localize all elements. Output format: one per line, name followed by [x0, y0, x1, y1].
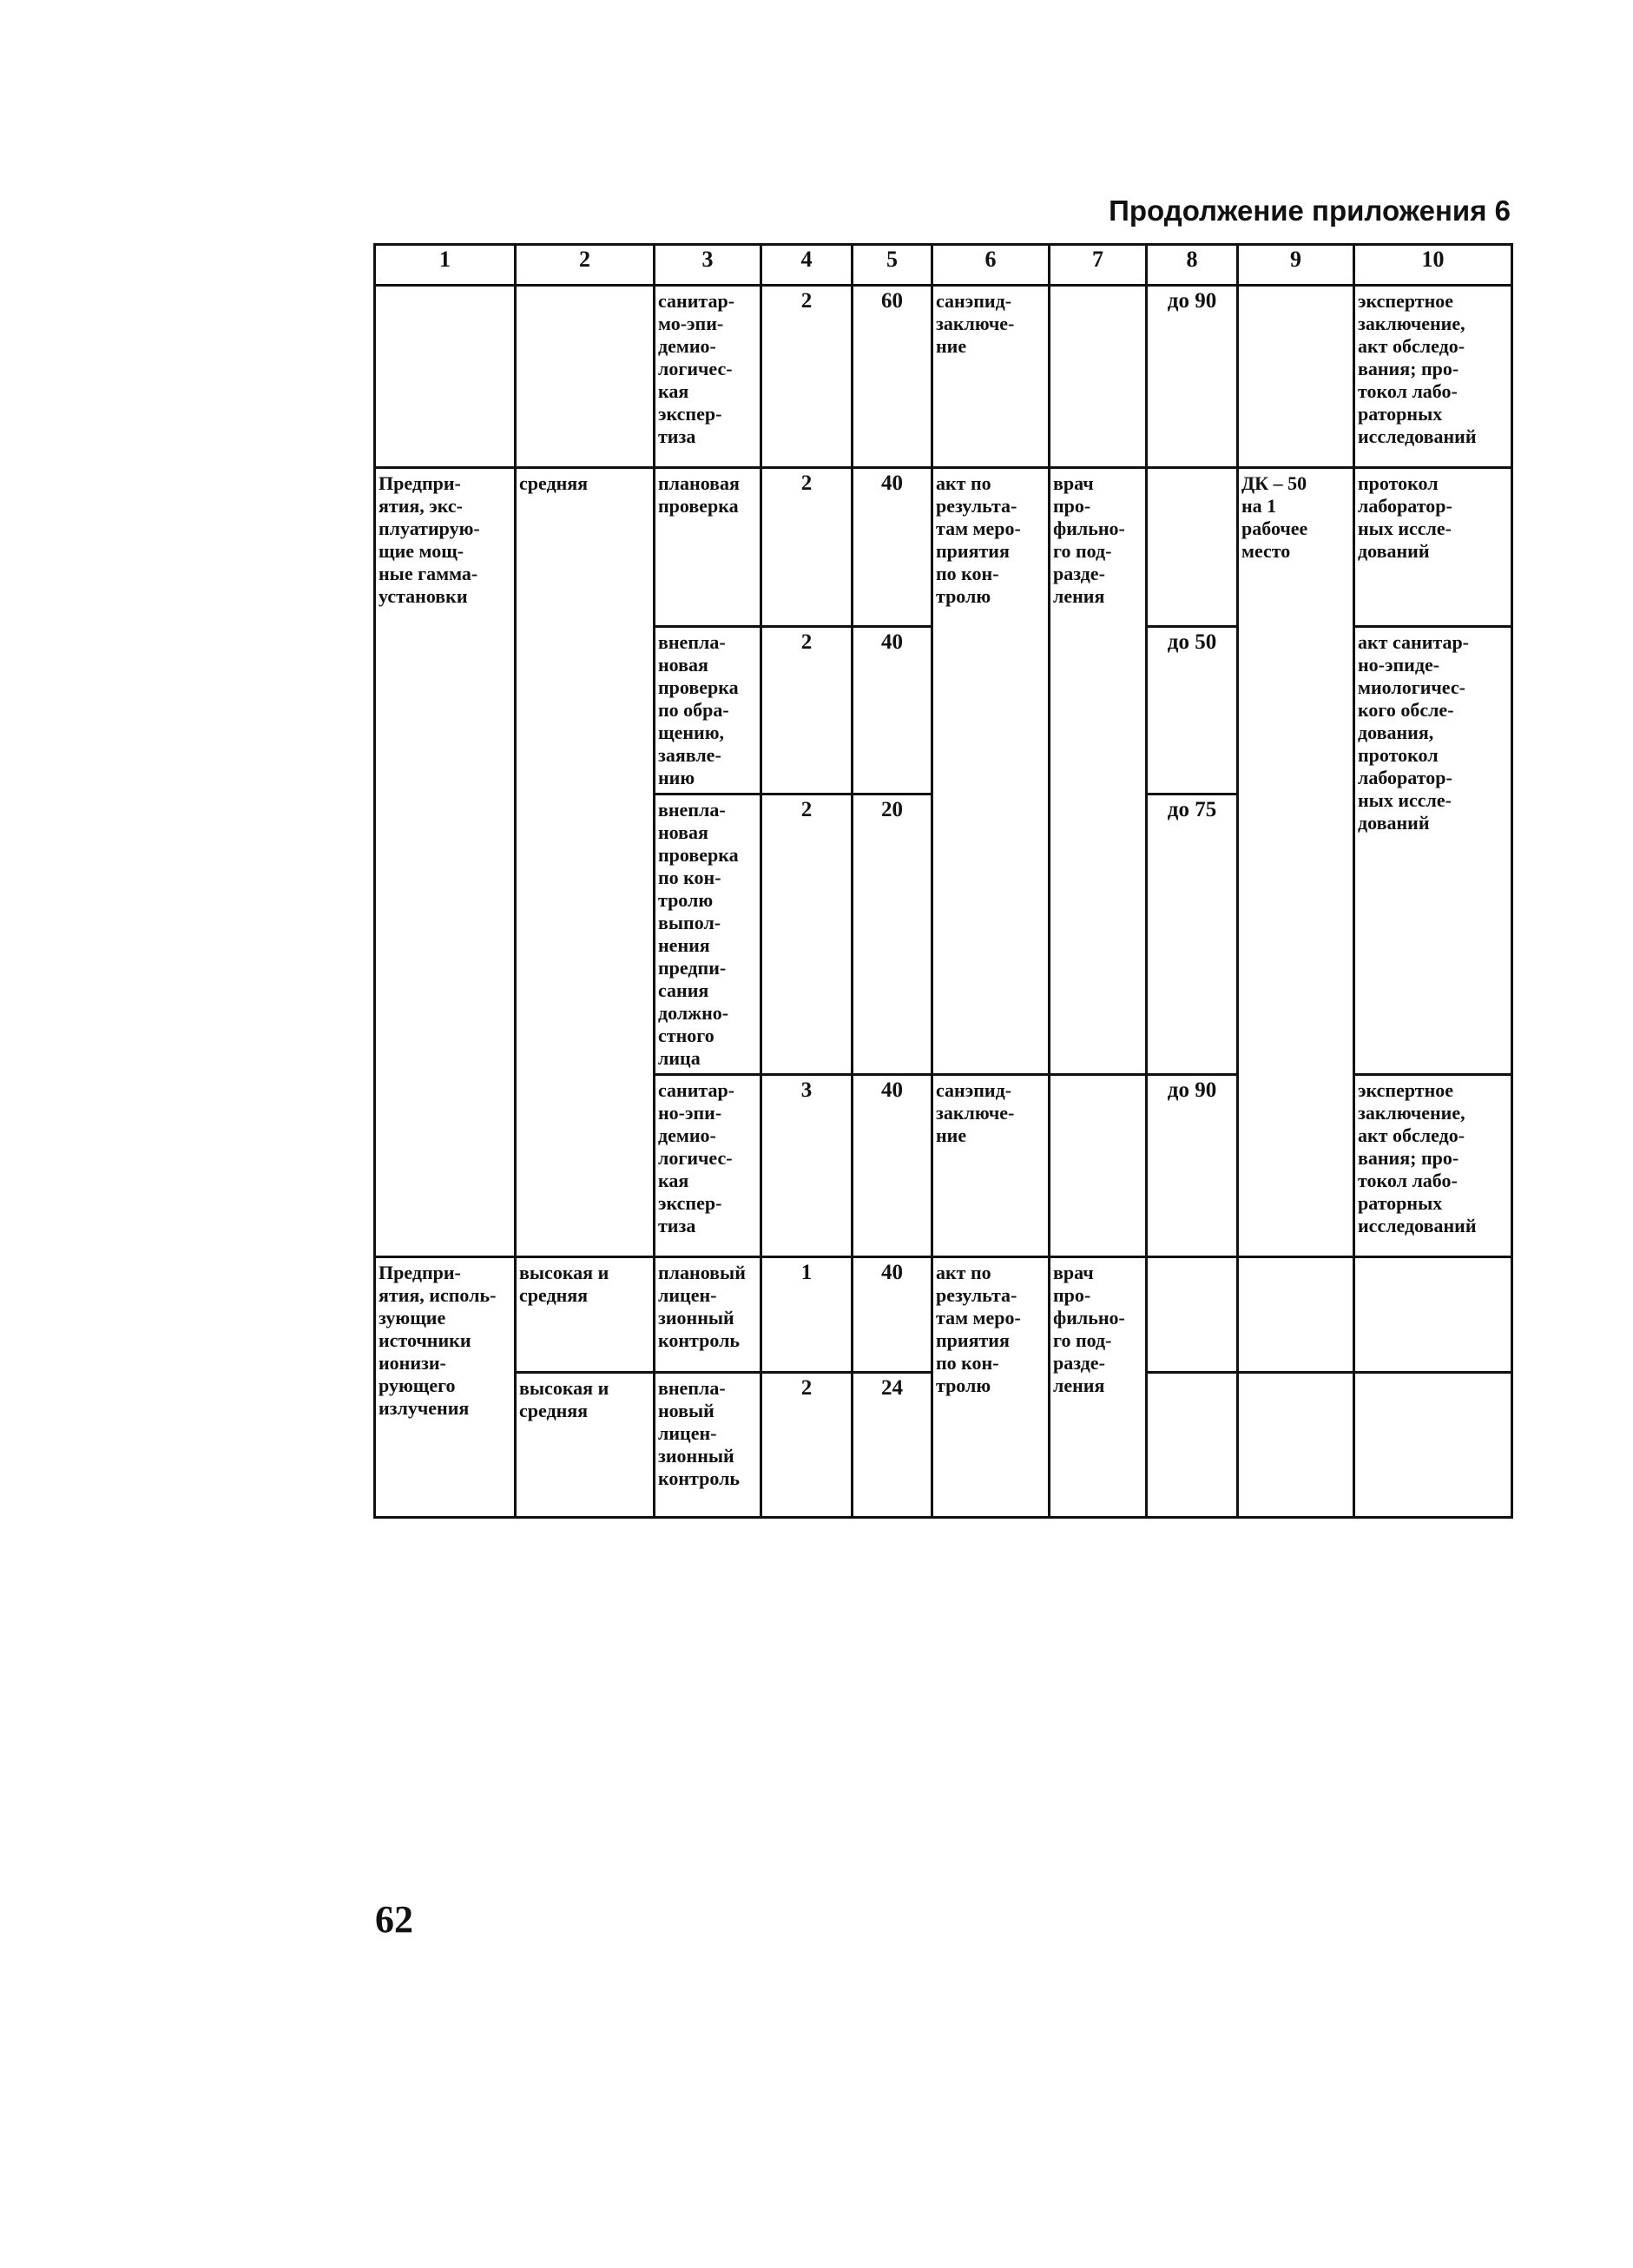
event-type-cell: санитар- мо-эпи- демио- логичес- кая экспер- тиза	[655, 286, 761, 468]
column-header: 10	[1354, 245, 1512, 286]
col5-cell: 40	[853, 1257, 932, 1373]
col8-cell: до 50	[1147, 627, 1238, 794]
documents-cell: экспертное заключение, акт обследо- вания; про- токол лабо- раторных исследований	[1354, 1075, 1512, 1257]
column-header: 7	[1050, 245, 1147, 286]
col4-cell: 1	[761, 1257, 853, 1373]
result-document-cell: санэпид- заключе- ние	[932, 1075, 1050, 1257]
col5-cell: 40	[853, 1075, 932, 1257]
risk-category-cell: средняя	[516, 468, 655, 1257]
documents-cell: экспертное заключение, акт обследо- вания; про- токол лабо- раторных исследований	[1354, 286, 1512, 468]
specialist-cell	[1050, 286, 1147, 468]
documents-cell: протокол лаборатор- ных иссле- дований	[1354, 468, 1512, 627]
col8-cell	[1147, 1257, 1238, 1373]
object-cell	[375, 286, 516, 468]
event-type-cell: внепла- новая проверка по обра- щению, заявле- нию	[655, 627, 761, 794]
column-header: 3	[655, 245, 761, 286]
object-cell: Предпри- ятия, исполь- зующие источники ионизи- рующего излучения	[375, 1257, 516, 1518]
col9-cell	[1238, 286, 1354, 468]
col4-cell: 2	[761, 1373, 853, 1518]
result-document-cell: акт по результа- там меро- приятия по кон- тролю	[932, 468, 1050, 1075]
col5-cell: 40	[853, 627, 932, 794]
col8-cell: до 90	[1147, 286, 1238, 468]
col5-cell: 60	[853, 286, 932, 468]
column-header: 1	[375, 245, 516, 286]
table-row	[375, 468, 1512, 627]
specialist-cell	[1050, 1075, 1147, 1257]
table-row	[375, 286, 1512, 468]
specialist-cell: врач про- фильно- го под- разде- ления	[1050, 1257, 1147, 1518]
result-document-cell: санэпид- заключе- ние	[932, 286, 1050, 468]
col8-cell: до 90	[1147, 1075, 1238, 1257]
col5-cell: 24	[853, 1373, 932, 1518]
column-header: 6	[932, 245, 1050, 286]
col4-cell: 3	[761, 1075, 853, 1257]
col8-cell	[1147, 468, 1238, 627]
risk-category-cell	[516, 286, 655, 468]
page-number: 62	[375, 1898, 413, 1941]
continuation-caption: Продолжение приложения 6	[1109, 194, 1511, 227]
column-header: 5	[853, 245, 932, 286]
event-type-cell: внепла- новый лицен- зионный контроль	[655, 1373, 761, 1518]
col9-cell	[1238, 1373, 1354, 1518]
table-row	[375, 1257, 1512, 1373]
col4-cell: 2	[761, 794, 853, 1075]
col9-cell	[1238, 1257, 1354, 1373]
result-document-cell: акт по результа- там меро- приятия по кон- тролю	[932, 1257, 1050, 1518]
col8-cell: до 75	[1147, 794, 1238, 1075]
specialist-cell: врач про- фильно- го под- разде- ления	[1050, 468, 1147, 1075]
col5-cell: 40	[853, 468, 932, 627]
column-header: 4	[761, 245, 853, 286]
column-header-row	[375, 245, 1512, 286]
documents-cell: акт санитар- но-эпиде- миологичес- кого обсле- дования, протокол лаборатор- ных иссле- дований	[1354, 627, 1512, 1075]
documents-cell	[1354, 1373, 1512, 1518]
col9-cell: ДК – 50 на 1 рабочее место	[1238, 468, 1354, 1257]
column-header: 2	[516, 245, 655, 286]
col4-cell: 2	[761, 286, 853, 468]
col4-cell: 2	[761, 627, 853, 794]
risk-category-cell: высокая и средняя	[516, 1373, 655, 1518]
event-type-cell: плановый лицен- зионный контроль	[655, 1257, 761, 1373]
col4-cell: 2	[761, 468, 853, 627]
event-type-cell: плановая проверка	[655, 468, 761, 627]
event-type-cell: санитар- но-эпи- демио- логичес- кая экспер- тиза	[655, 1075, 761, 1257]
col5-cell: 20	[853, 794, 932, 1075]
col8-cell	[1147, 1373, 1238, 1518]
column-header: 8	[1147, 245, 1238, 286]
object-cell: Предпри- ятия, экс- плуатирую- щие мощ- ные гамма- установки	[375, 468, 516, 1257]
appendix-table	[373, 243, 1513, 1519]
risk-category-cell: высокая и средняя	[516, 1257, 655, 1373]
documents-cell	[1354, 1257, 1512, 1373]
event-type-cell: внепла- новая проверка по кон- тролю выпол- нения предпи- сания должно- стного лица	[655, 794, 761, 1075]
column-header: 9	[1238, 245, 1354, 286]
